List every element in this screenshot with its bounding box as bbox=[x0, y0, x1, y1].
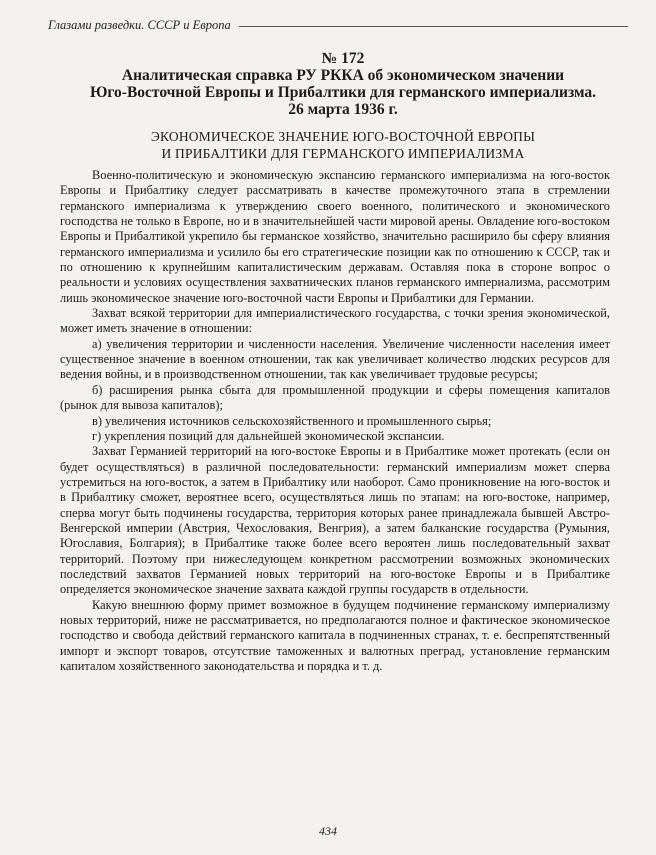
paragraph: Военно-политическую и экономическую экспансию германского империализма на юго-восток Европы и Прибалтику следует рассматривать в качестве промежуточного этапа в стремлении германского империализма к утверждению своего военного, политического и экономического господства не только в Европе, но и в значительнейшей части мировой арены. Овладение юго-востоком Европы и Прибалтикой укрепило бы германское хозяйство, значительно расширило бы сферу влияния германского империализма и усилило бы его стратегические позиции как по отношению к СССР, так и по отношению к крупнейшим капиталистическим державам. Оставляя пока в стороне вопрос о реальности и условиях осуществления захватнических планов германского империализма, рассмотрим лишь экономическое значение юго-восточной части Европы и Прибалтики для Германии. bbox=[60, 168, 610, 305]
document-number: № 172 bbox=[321, 50, 365, 67]
paragraph: Захват всякой территории для империалистического государства, с точки зрения экономической, может иметь значение в отношении: bbox=[60, 306, 610, 336]
body-text bbox=[60, 168, 610, 674]
list-item-g: г) укрепления позиций для дальнейшей экономической экспансии. bbox=[92, 428, 445, 443]
header-rule bbox=[239, 26, 628, 27]
page-number: 434 bbox=[319, 824, 337, 838]
document-title-line-1: Аналитическая справка РУ РККА об экономическом значении bbox=[121, 67, 565, 84]
running-header bbox=[48, 18, 628, 33]
paragraph: Захват Германией территорий на юго-востоке Европы и в Прибалтике может протекать (если он будет осуществляться) в различной последовательности: германский империализм может сперва устремиться на юго-восток, а затем в Прибалтику или наоборот. Само проникновение на юго-восток и в Прибалтику сможет, вероятнее всего, осуществляться лишь по этапам: на юго-востоке, например, сперва могут быть подчинены государства, территория которых ранее принадлежала бывшей Австро-Венгерской империи (Австрия, Чехословакия, Венгрия), а затем балканские государства (Румыния, Югославия, Болгария); в Прибалтике также более всего вероятен лишь последовательный захват территорий. Поэтому при нижеследующем конкретном рассмотрении возможных экономических последствий захватов Германией новых территорий на юго-востоке Европы и в Прибалтике определяется экономическое значение захвата каждой группы государств в отдельности. bbox=[60, 444, 610, 597]
paragraph: Какую внешнюю форму примет возможное в будущем подчинение германскому империализму новых территорий, ниже не рассматривается, но предполагаются полное и фактическое экономическое господство и свобода действий германского капитала в подчиненных странах, т. е. беспрепятственный импорт и экспорт товаров, отсутствие таможенных и валютных преград, установление германским капиталом хозяйственного законодательства и порядка и т. д. bbox=[60, 597, 610, 673]
running-header-title: Глазами разведки. СССР и Европа bbox=[48, 18, 231, 32]
subtitle-line-1: ЭКОНОМИЧЕСКОЕ ЗНАЧЕНИЕ ЮГО-ВОСТОЧНОЙ ЕВРОПЫ bbox=[150, 129, 536, 144]
subtitle-line-2: И ПРИБАЛТИКИ ДЛЯ ГЕРМАНСКОГО ИМПЕРИАЛИЗМА bbox=[161, 146, 525, 161]
list-item-b: б) расширения рынка сбыта для промышленной продукции и сферы помещения капиталов (рынок для вывоза капиталов); bbox=[60, 382, 610, 413]
list-item-v: в) увеличения источников сельскохозяйственного и промышленного сырья; bbox=[92, 413, 492, 428]
list-item-a: а) увеличения территории и численности населения. Увеличение численности населения имеет существенное значение в военном отношении, так как увеличивает количество людских ресурсов для ведения войны, и в производственном отношении, так как увеличивает трудовые ресурсы; bbox=[60, 336, 610, 382]
document-heading bbox=[60, 50, 626, 118]
document-date: 26 марта 1936 г. bbox=[288, 101, 398, 118]
report-subtitle bbox=[60, 128, 626, 162]
document-title-line-2: Юго-Восточной Европы и Прибалтики для германского империализма. bbox=[89, 84, 597, 101]
